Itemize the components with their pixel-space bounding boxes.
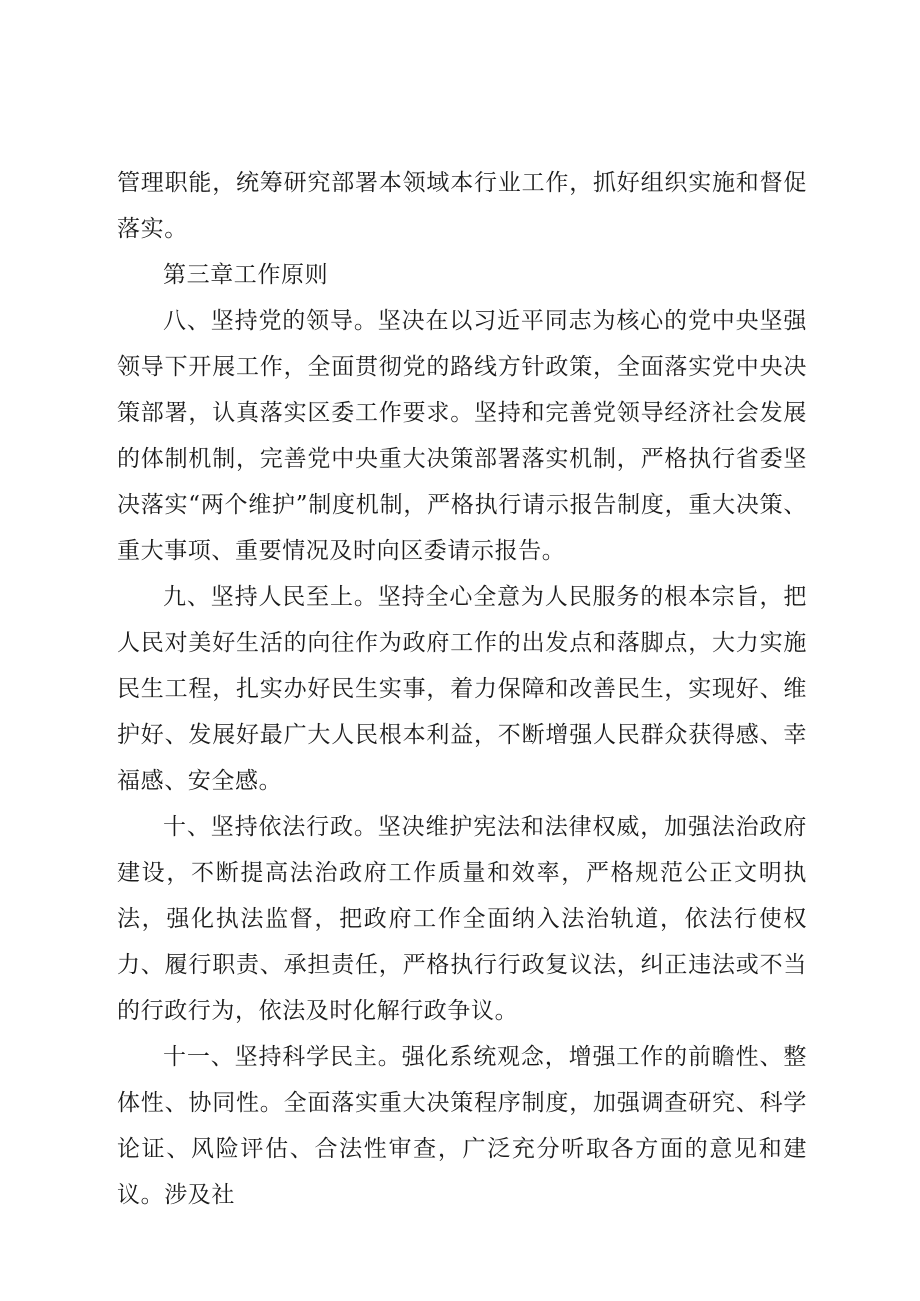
document-body bbox=[117, 160, 807, 1218]
chapter-heading: 第三章工作原则 bbox=[163, 262, 329, 288]
paragraph-principle-11: 十一、坚持科学民主。强化系统观念，增强工作的前瞻性、整体性、协同性。全面落实重大决策程序制度，加强调查研究、科学论证、风险评估、合法性审查，广泛充分听取各方面的意见和建议。涉及社 bbox=[117, 1044, 807, 1208]
paragraph-principle-10: 十、坚持依法行政。坚决维护宪法和法律权威，加强法治政府建设，不断提高法治政府工作质量和效率，严格规范公正文明执法，强化执法监督，把政府工作全面纳入法治轨道，依法行使权力、履行职责、承担责任，严格执行行政复议法，纠正违法或不当的行政行为，依法及时化解行政争议。 bbox=[117, 814, 807, 1024]
paragraph-continuation: 管理职能，统筹研究部署本领域本行业工作，抓好组织实施和督促落实。 bbox=[117, 170, 807, 242]
paragraph-principle-9: 九、坚持人民至上。坚持全心全意为人民服务的根本宗旨，把人民对美好生活的向往作为政府工作的出发点和落脚点，大力实施民生工程，扎实办好民生实事，着力保障和改善民生，实现好、维护好、发展好最广大人民根本利益，不断增强人民群众获得感、幸福感、安全感。 bbox=[117, 584, 807, 794]
paragraph-principle-8: 八、坚持党的领导。坚决在以习近平同志为核心的党中央坚强领导下开展工作，全面贯彻党的路线方针政策，全面落实党中央决策部署，认真落实区委工作要求。坚持和完善党领导经济社会发展的体制机制，完善党中央重大决策部署落实机制，严格执行省委坚决落实“两个维护”制度机制，严格执行请示报告制度，重大决策、重大事项、重要情况及时向区委请示报告。 bbox=[117, 308, 807, 564]
